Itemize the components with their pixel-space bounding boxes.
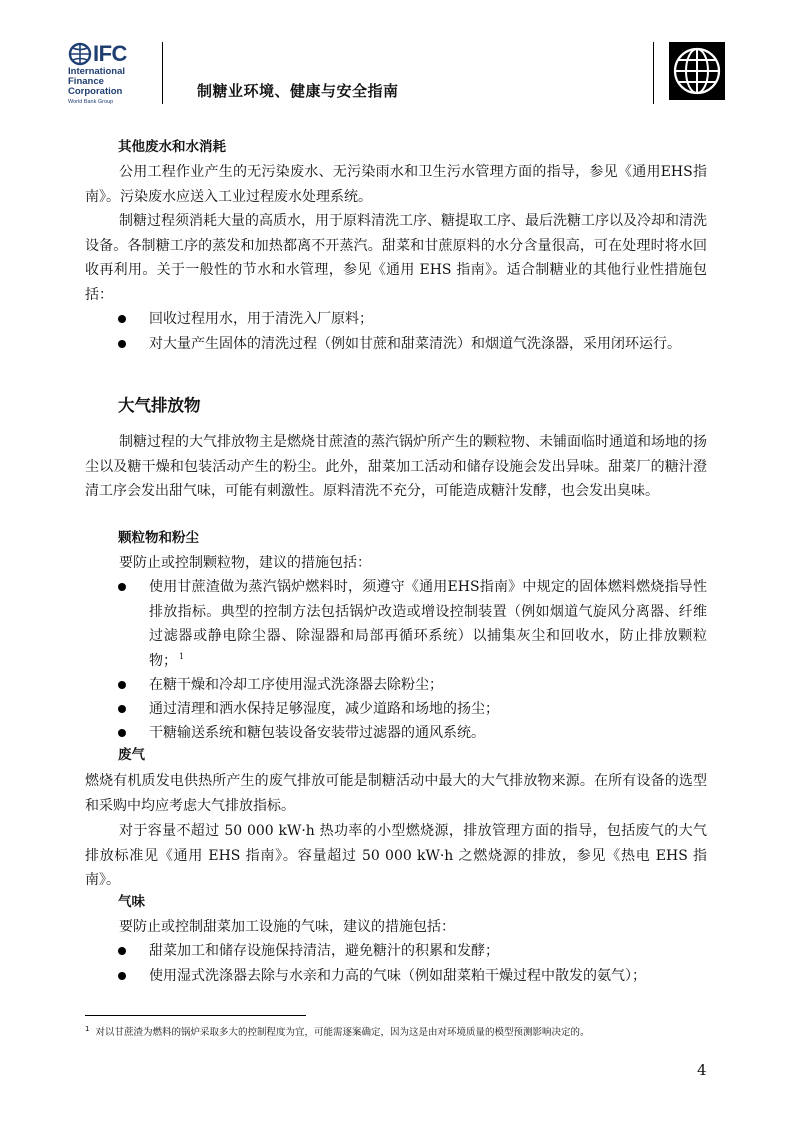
bullet-icon <box>118 947 126 955</box>
paragraph: 制糖过程须消耗大量的高质水，用于原料清洗工序、糖提取工序、最后洗糖工序以及冷却和清洗设备。各制糖工序的蒸发和加热都离不开蒸汽。甜菜和甘蔗原料的水分含量很高，可在处理时将水回收再利用。关于一般性的节水和水管理，参见《通用 EHS 指南》。适合制糖业的其他行业性措施包括： <box>85 213 707 303</box>
footnote-text: 对以甘蔗渣为燃料的锅炉采取多大的控制程度为宜，可能需逐案确定，因为这是由对环境质量的模型预测影响决定的。 <box>95 1027 590 1039</box>
ifc-name-line: Corporation <box>68 86 123 97</box>
list-item <box>118 575 707 673</box>
list-item-text: 对大量产生固体的清洗过程（例如甘蔗和甜菜清洗）和烟道气洗涤器，采用闭环运行。 <box>149 336 681 352</box>
list-item-text-body: 使用甘蔗渣做为蒸汽锅炉燃料时，须遵守《通用EHS指南》中规定的固体燃料燃烧指导性排放指标。典型的控制方法包括锅炉改造或增设控制装置（例如烟道气旋风分离器、纤维过滤器或静电除尘器、除湿器和局部再循环系统）以捕集灰尘和回收水，防止排放颗粒物； <box>149 579 707 669</box>
paragraph: 燃烧有机质发电供热所产生的废气排放可能是制糖活动中最大的大气排放物来源。在所有设备的选型和采购中均应考虑大气排放指标。 <box>85 773 707 814</box>
ifc-logo <box>68 40 152 108</box>
list-item-text: 通过清理和洒水保持足够湿度，减少道路和场地的扬尘； <box>149 701 499 717</box>
list-item <box>118 332 707 357</box>
bullet-icon <box>118 315 126 323</box>
page-number: 4 <box>697 1061 707 1079</box>
list-item-text: 回收过程用水，用于清洗入厂原料； <box>149 311 373 327</box>
subsection-heading: 废气 <box>118 747 145 763</box>
subsection-heading: 颗粒物和粉尘 <box>118 530 199 546</box>
header-divider-right <box>653 42 654 104</box>
ifc-letters: IFC <box>93 41 127 66</box>
list-item <box>118 697 707 722</box>
page-title: 制糖业环境、健康与安全指南 <box>197 82 399 100</box>
footnote-ref[interactable]: 1 <box>179 651 185 661</box>
list-item <box>118 307 707 332</box>
paragraph: 要防止或控制甜菜加工设施的气味，建议的措施包括： <box>119 919 455 935</box>
ifc-name <box>68 67 125 97</box>
ifc-globe-icon <box>68 42 92 66</box>
paragraph: 制糖过程的大气排放物主是燃烧甘蔗渣的蒸汽锅炉所产生的颗粒物、未铺面临时通道和场地的扬尘以及糖干燥和包装活动产生的粉尘。此外，甜菜加工活动和储存设施会发出异味。甜菜厂的糖汁澄清工序会发出甜气味，可能有刺激性。原料清洗不充分，可能造成糖汁发酵，也会发出臭味。 <box>85 434 707 499</box>
bullet-icon <box>118 705 126 713</box>
subsection-heading: 气味 <box>118 894 145 910</box>
paragraph: 公用工程作业产生的无污染废水、无污染雨水和卫生污水管理方面的指导，参见《通用EHS指南》。污染废水应送入工业过程废水处理系统。 <box>85 164 707 205</box>
footnote-divider <box>85 1015 306 1016</box>
ifc-name-line: International <box>68 66 126 77</box>
header-divider-left <box>162 42 163 104</box>
bullet-icon <box>118 583 126 591</box>
list-item-text: 在糖干燥和冷却工序使用湿式洗涤器去除粉尘； <box>149 677 443 693</box>
footnote <box>85 1022 725 1040</box>
list-item <box>118 939 707 964</box>
ifc-name-line: Finance <box>68 76 104 87</box>
paragraph: 对于容量不超过 50 000 kW·h 热功率的小型燃烧源，排放管理方面的指导，包括废气的大气排放标准见《通用 EHS 指南》。容量超过 50 000 kW·h 之燃烧源的排放，参见《热电 EHS 指南》。 <box>85 823 707 888</box>
paragraph: 要防止或控制颗粒物，建议的措施包括： <box>119 555 371 571</box>
list-item-text: 干糖输送系统和糖包装设备安装带过滤器的通风系统。 <box>149 725 485 741</box>
bullet-icon <box>118 972 126 980</box>
bullet-icon <box>118 681 126 689</box>
footnote-number: 1 <box>85 1025 90 1033</box>
bullet-icon <box>118 729 126 737</box>
list-item-text: 甜菜加工和储存设施保持清洁，避免糖汁的积累和发酵； <box>149 943 499 959</box>
bullet-icon <box>118 340 126 348</box>
section-heading: 其他废水和水消耗 <box>118 139 226 155</box>
section-heading: 大气排放物 <box>118 396 201 415</box>
list-item <box>118 673 707 698</box>
list-item <box>118 964 707 989</box>
world-bank-globe-icon <box>669 42 725 100</box>
list-item-text <box>149 575 707 673</box>
list-item <box>118 721 707 746</box>
ifc-subtitle: World Bank Group <box>68 99 114 105</box>
list-item-text: 使用湿式洗涤器去除与水亲和力高的气味（例如甜菜粕干燥过程中散发的氨气）； <box>149 968 646 984</box>
